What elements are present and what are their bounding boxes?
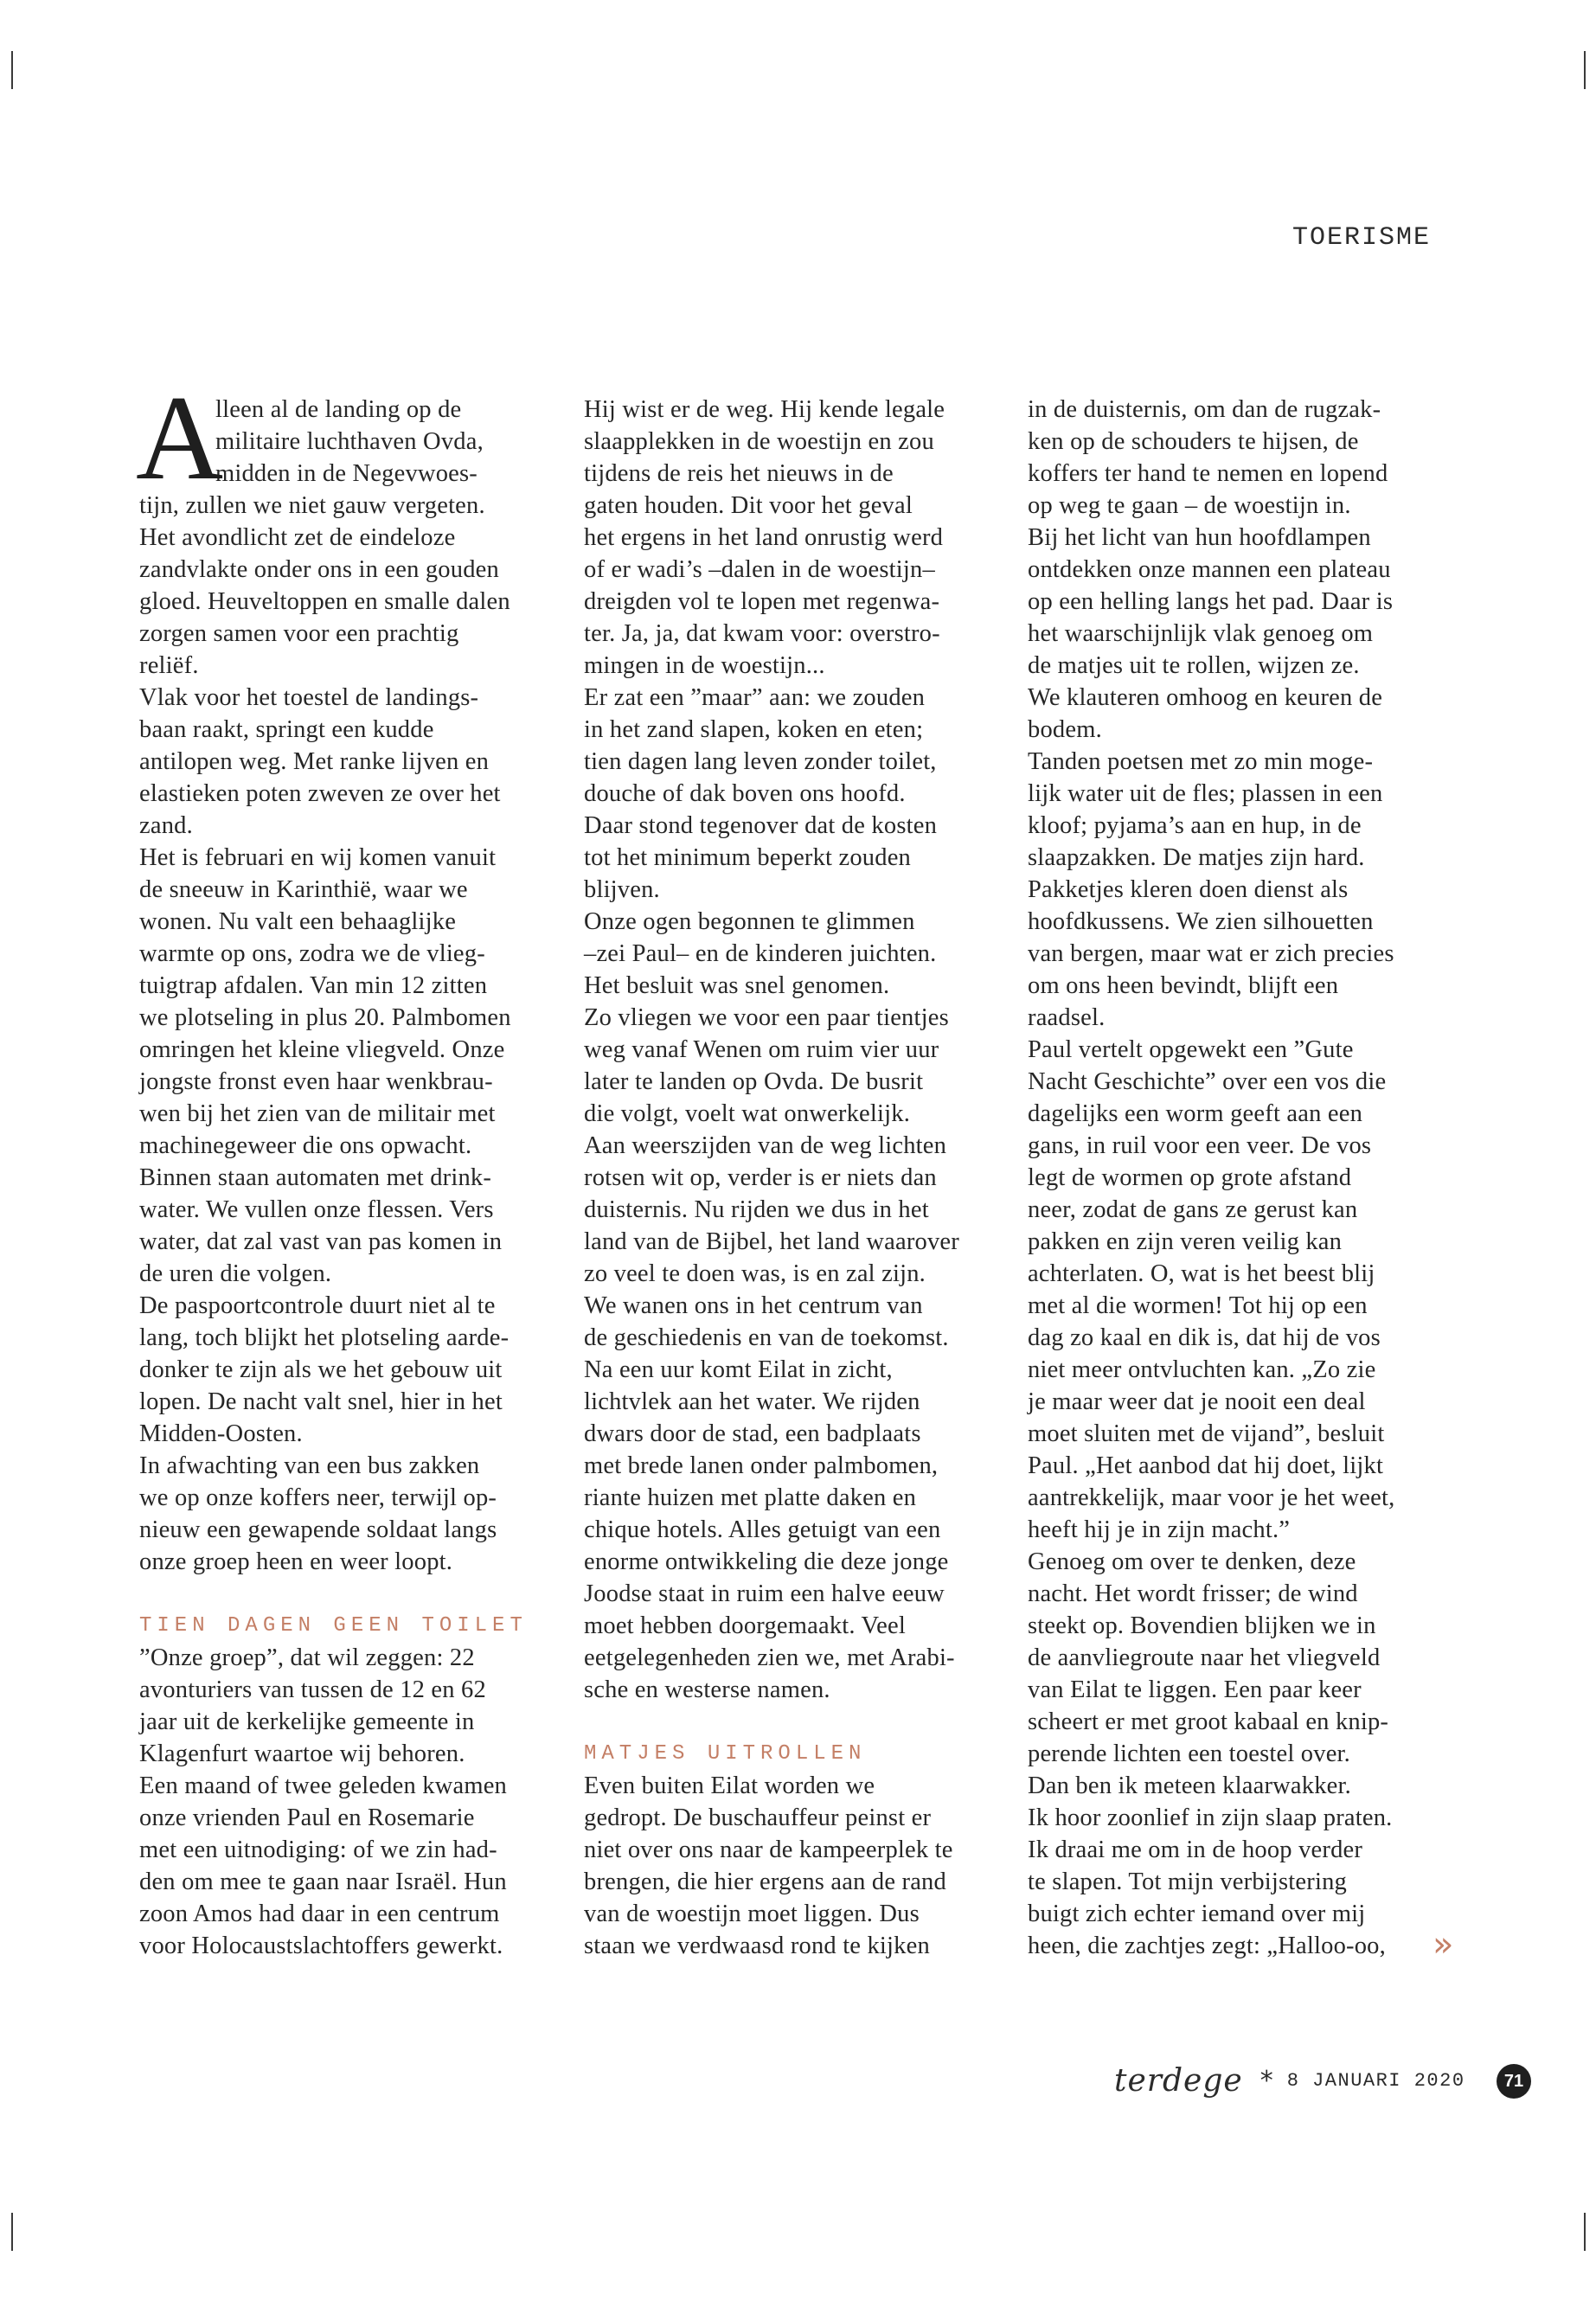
body-text-line: donker te zijn als we het gebouw uit: [139, 1356, 503, 1383]
body-text-line: Joodse staat in ruim een halve eeuw: [584, 1580, 945, 1607]
body-text-line: staan we verdwaasd rond te kijken: [584, 1932, 930, 1959]
body-text-line: neer, zodat de gans ze gerust kan: [1028, 1196, 1358, 1223]
body-text-line: water, dat zal vast van pas komen in: [139, 1228, 503, 1255]
drop-cap: A: [136, 371, 224, 505]
body-text-line: tijdens de reis het nieuws in de: [584, 460, 894, 487]
body-text-line: Even buiten Eilat worden we: [584, 1772, 875, 1799]
body-text-line: heen, die zachtjes zegt: „Halloo-oo,: [1028, 1932, 1386, 1959]
body-text-line: Tanden poetsen met zo min moge-: [1028, 748, 1374, 775]
body-text-line: machinegeweer die ons opwacht.: [139, 1132, 472, 1159]
body-text-line: in het zand slapen, koken en eten;: [584, 716, 924, 743]
body-text-line: wonen. Nu valt een behaaglijke: [139, 908, 457, 935]
body-text-line: zandvlakte onder ons in een gouden: [139, 556, 499, 583]
body-text-line: achterlaten. O, wat is het beest blij: [1028, 1260, 1375, 1287]
body-text-line: gans, in ruil voor een veer. De vos: [1028, 1132, 1372, 1159]
body-text-line: perende lichten een toestel over.: [1028, 1740, 1350, 1767]
body-text-line: de matjes uit te rollen, wijzen ze.: [1028, 652, 1360, 679]
body-text-line: zorgen samen voor een prachtig: [139, 620, 459, 647]
body-text-line: Midden-Oosten.: [139, 1420, 303, 1447]
body-text-line: jongste fronst even haar wenkbrau-: [139, 1068, 493, 1095]
body-text-line: je maar weer dat je nooit een deal: [1028, 1388, 1366, 1415]
body-text-line: chique hotels. Alles getuigt van een: [584, 1516, 941, 1543]
body-text-line: ken op de schouders te hijsen, de: [1028, 428, 1359, 455]
body-text-line: op een helling langs het pad. Daar is: [1028, 588, 1394, 615]
body-text-line: douche of dak boven ons hoofd.: [584, 780, 906, 807]
body-text-line: dag zo kaal en dik is, dat hij de vos: [1028, 1324, 1381, 1351]
body-text-line: Ik hoor zoonlief in zijn slaap praten.: [1028, 1804, 1393, 1831]
body-text-line: zoon Amos had daar in een centrum: [139, 1900, 500, 1927]
body-text-line: Ik draai me om in de hoop verder: [1028, 1836, 1363, 1863]
body-text-line: water. We vullen onze flessen. Vers: [139, 1196, 494, 1223]
body-text-line: Het besluit was snel genomen.: [584, 972, 890, 999]
body-text-line: gedropt. De buschauffeur peinst er: [584, 1804, 932, 1831]
body-text-line: slaapplekken in de woestijn en zou: [584, 428, 934, 455]
body-text-line: Paul vertelt opgewekt een ”Gute: [1028, 1036, 1354, 1063]
body-text-line: die volgt, voelt wat onwerkelijk.: [584, 1100, 911, 1127]
body-text-line: pakken en zijn veren veilig kan: [1028, 1228, 1343, 1255]
body-text-line: legt de wormen op grote afstand: [1028, 1164, 1352, 1191]
body-text-line: later te landen op Ovda. De busrit: [584, 1068, 924, 1095]
body-text-line: nieuw een gewapende soldaat langs: [139, 1516, 497, 1543]
body-text-line: Na een uur komt Eilat in zicht,: [584, 1356, 893, 1383]
body-text-line: van bergen, maar wat er zich precies: [1028, 940, 1394, 967]
body-text-line: riante huizen met platte daken en: [584, 1484, 917, 1511]
body-text-line: nacht. Het wordt frisser; de wind: [1028, 1580, 1358, 1607]
body-text-line: wen bij het zien van de militair met: [139, 1100, 496, 1127]
body-text-line: moet sluiten met de vijand”, besluit: [1028, 1420, 1385, 1447]
body-text-line: we plotseling in plus 20. Palmbomen: [139, 1004, 511, 1031]
body-text-line: lijk water uit de fles; plassen in een: [1028, 780, 1383, 807]
body-text-line: dagelijks een worm geeft aan een: [1028, 1100, 1363, 1127]
body-text-line: de uren die volgen.: [139, 1260, 332, 1287]
body-text-line: ”Onze groep”, dat wil zeggen: 22: [139, 1644, 475, 1671]
body-text-line: De paspoortcontrole duurt niet al te: [139, 1292, 496, 1319]
body-text-line: Zo vliegen we voor een paar tientjes: [584, 1004, 949, 1031]
crop-mark-bottom-right: [1584, 2213, 1586, 2251]
body-text-line: Het avondlicht zet de eindeloze: [139, 524, 456, 551]
body-text-line: duisternis. Nu rijden we dus in het: [584, 1196, 929, 1223]
body-text-line: Genoeg om over te denken, deze: [1028, 1548, 1356, 1575]
body-text-line: niet over ons naar de kampeerplek te: [584, 1836, 953, 1863]
body-text-line: aantrekkelijk, maar voor je het weet,: [1028, 1484, 1395, 1511]
body-text-line: moet hebben doorgemaakt. Veel: [584, 1612, 906, 1639]
body-text-line: het ergens in het land onrustig werd: [584, 524, 944, 551]
continue-arrow-icon: »: [1433, 1925, 1454, 1965]
body-text-line: heeft hij je in zijn macht.”: [1028, 1516, 1291, 1543]
body-text-line: militaire luchthaven Ovda,: [215, 428, 484, 455]
body-text-line: zand.: [139, 812, 193, 839]
body-text-line: Onze ogen begonnen te glimmen: [584, 908, 915, 935]
page-number: 71: [1497, 2064, 1531, 2099]
body-text-line: tuigtrap afdalen. Van min 12 zitten: [139, 972, 488, 999]
footer-magazine-name: terdege: [1114, 2062, 1243, 2099]
body-text-line: elastieken poten zweven ze over het: [139, 780, 501, 807]
body-text-line: dwars door de stad, een badplaats: [584, 1420, 921, 1447]
body-text-line: blijven.: [584, 876, 660, 903]
body-text-line: op weg te gaan – de woestijn in.: [1028, 492, 1351, 519]
body-text-line: Binnen staan automaten met drink-: [139, 1164, 492, 1191]
article-column-2: [584, 394, 997, 1962]
body-text-line: Pakketjes kleren doen dienst als: [1028, 876, 1349, 903]
body-text-line: in de duisternis, om dan de rugzak-: [1028, 396, 1381, 423]
section-heading: MATJES UITROLLEN: [584, 1742, 867, 1766]
body-text-line: antilopen weg. Met ranke lijven en: [139, 748, 490, 775]
body-text-line: raadsel.: [1028, 1004, 1106, 1031]
body-text-line: Klagenfurt waartoe wij behoren.: [139, 1740, 465, 1767]
body-text-line: de geschiedenis en van de toekomst.: [584, 1324, 949, 1351]
body-text-line: slaapzakken. De matjes zijn hard.: [1028, 844, 1365, 871]
body-text-line: zo veel te doen was, is en zal zijn.: [584, 1260, 926, 1287]
body-text-line: Nacht Geschichte” over een vos die: [1028, 1068, 1387, 1095]
body-text-line: met brede lanen onder palmbomen,: [584, 1452, 939, 1479]
body-text-line: lang, toch blijkt het plotseling aarde-: [139, 1324, 510, 1351]
body-text-line: de sneeuw in Karinthië, waar we: [139, 876, 468, 903]
body-text-line: buigt zich echter iemand over mij: [1028, 1900, 1366, 1927]
body-text-line: Het is februari en wij komen vanuit: [139, 844, 497, 871]
body-text-line: de aanvliegroute naar het vliegveld: [1028, 1644, 1381, 1671]
body-text-line: scheert er met groot kabaal en knip-: [1028, 1708, 1389, 1735]
body-text-line: baan raakt, springt een kudde: [139, 716, 434, 743]
body-text-line: land van de Bijbel, het land waarover: [584, 1228, 959, 1255]
body-text-line: sche en westerse namen.: [584, 1676, 830, 1703]
body-text-line: Aan weerszijden van de weg lichten: [584, 1132, 947, 1159]
body-text-line: Paul. „Het aanbod dat hij doet, lijkt: [1028, 1452, 1384, 1479]
body-text-line: jaar uit de kerkelijke gemeente in: [139, 1708, 475, 1735]
body-text-line: gaten houden. Dit voor het geval: [584, 492, 913, 519]
body-text-line: onze groep heen en weer loopt.: [139, 1548, 453, 1575]
body-text-line: In afwachting van een bus zakken: [139, 1452, 480, 1479]
body-text-line: met al die wormen! Tot hij op een: [1028, 1292, 1368, 1319]
body-text-line: van de woestijn moet liggen. Dus: [584, 1900, 920, 1927]
body-text-line: steekt op. Bovendien blijken we in: [1028, 1612, 1376, 1639]
body-text-line: om ons heen bevindt, blijft een: [1028, 972, 1339, 999]
body-text-line: midden in de Negevwoes-: [215, 460, 478, 487]
body-text-line: lopen. De nacht valt snel, hier in het: [139, 1388, 503, 1415]
body-text-line: Bij het licht van hun hoofdlampen: [1028, 524, 1371, 551]
body-text-line: onze vrienden Paul en Rosemarie: [139, 1804, 475, 1831]
crop-mark-bottom-left: [11, 2213, 13, 2251]
body-text-line: hoofdkussens. We zien silhouetten: [1028, 908, 1374, 935]
body-text-line: bodem.: [1028, 716, 1102, 743]
body-text-line: met een uitnodiging: of we zin had-: [139, 1836, 497, 1863]
crop-mark-top-right: [1584, 51, 1586, 89]
section-title: TOERISME: [1292, 223, 1431, 253]
body-text-line: voor Holocaustslachtoffers gewerkt.: [139, 1932, 503, 1959]
body-text-line: ontdekken onze mannen een plateau: [1028, 556, 1391, 583]
body-text-line: –zei Paul– en de kinderen juichten.: [584, 940, 937, 967]
body-text-line: rotsen wit op, verder is er niets dan: [584, 1164, 937, 1191]
body-text-line: van Eilat te liggen. Een paar keer: [1028, 1676, 1362, 1703]
body-text-line: Hij wist er de weg. Hij kende legale: [584, 396, 945, 423]
body-text-line: eetgelegenheden zien we, met Arabi-: [584, 1644, 955, 1671]
body-text-line: we op onze koffers neer, terwijl op-: [139, 1484, 497, 1511]
crop-mark-top-left: [11, 51, 13, 89]
body-text-line: ter. Ja, ja, dat kwam voor: overstro-: [584, 620, 940, 647]
body-text-line: het waarschijnlijk vlak genoeg om: [1028, 620, 1374, 647]
article-column-1: [136, 371, 553, 1962]
body-text-line: te slapen. Tot mijn verbijstering: [1028, 1868, 1347, 1895]
body-text-line: warmte op ons, zodra we de vlieg-: [139, 940, 485, 967]
body-text-line: avonturiers van tussen de 12 en 62: [139, 1676, 486, 1703]
body-text-line: tot het minimum beperkt zouden: [584, 844, 912, 871]
body-text-line: Dan ben ik meteen klaarwakker.: [1028, 1772, 1351, 1799]
body-text-line: enorme ontwikkeling die deze jonge: [584, 1548, 949, 1575]
footer: [1114, 2061, 1465, 2100]
body-text-line: Vlak voor het toestel de landings-: [139, 684, 479, 711]
body-text-line: reliëf.: [139, 652, 199, 679]
body-text-line: of er wadi’s –dalen in de woestijn–: [584, 556, 935, 583]
body-text-line: omringen het kleine vliegveld. Onze: [139, 1036, 505, 1063]
body-text-line: niet meer ontvluchten kan. „Zo zie: [1028, 1356, 1376, 1383]
footer-separator-star-icon: *: [1259, 2065, 1273, 2096]
body-text-line: lichtvlek aan het water. We rijden: [584, 1388, 920, 1415]
body-text-line: We klauteren omhoog en keuren de: [1028, 684, 1383, 711]
footer-date: 8 JANUARI 2020: [1286, 2069, 1465, 2092]
section-heading: TIEN DAGEN GEEN TOILET: [139, 1614, 528, 1638]
body-text-line: lleen al de landing op de: [215, 396, 462, 423]
body-text-line: kloof; pyjama’s aan en hup, in de: [1028, 812, 1362, 839]
article-column-3: [1028, 394, 1441, 1962]
body-text-line: brengen, die hier ergens aan de rand: [584, 1868, 946, 1895]
body-text-line: gloed. Heuveltoppen en smalle dalen: [139, 588, 510, 615]
body-text-line: Er zat een ”maar” aan: we zouden: [584, 684, 926, 711]
body-text-line: mingen in de woestijn...: [584, 652, 825, 679]
body-text-line: tien dagen lang leven zonder toilet,: [584, 748, 937, 775]
body-text-line: Daar stond tegenover dat de kosten: [584, 812, 938, 839]
body-text-line: tijn, zullen we niet gauw vergeten.: [139, 492, 485, 519]
body-text-line: We wanen ons in het centrum van: [584, 1292, 923, 1319]
body-text-line: Een maand of twee geleden kwamen: [139, 1772, 508, 1799]
body-text-line: den om mee te gaan naar Israël. Hun: [139, 1868, 507, 1895]
body-text-line: dreigden vol te lopen met regenwa-: [584, 588, 940, 615]
body-text-line: koffers ter hand te nemen en lopend: [1028, 460, 1388, 487]
body-text-line: weg vanaf Wenen om ruim vier uur: [584, 1036, 939, 1063]
